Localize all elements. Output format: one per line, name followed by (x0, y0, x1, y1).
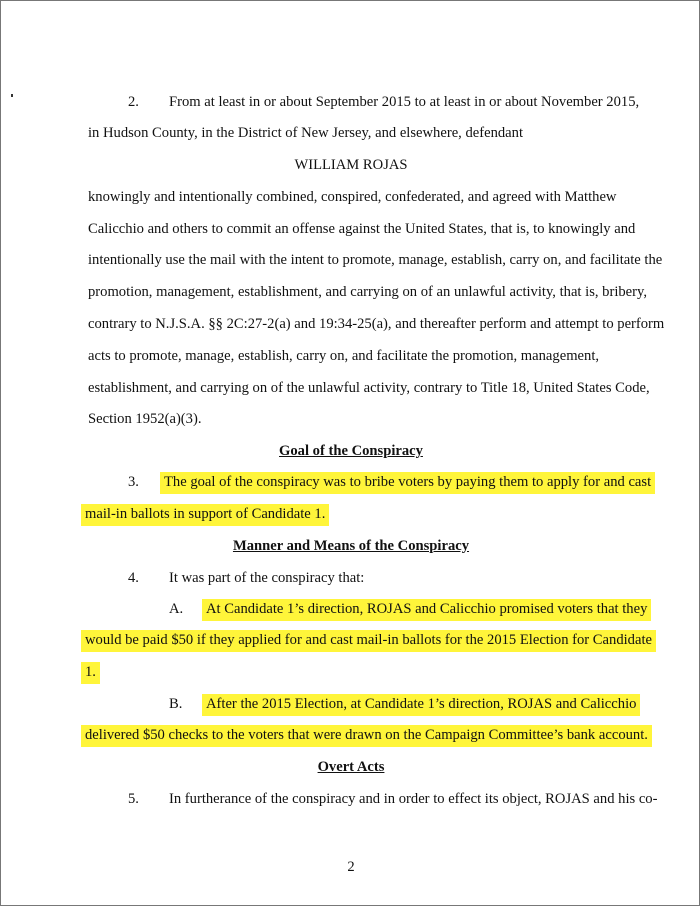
item-a-line-3-highlight: 1. (81, 662, 100, 684)
page-number: 2 (347, 859, 355, 875)
heading-manner-and-means: Manner and Means of the Conspiracy (232, 538, 470, 554)
paragraph-4-text: It was part of the conspiracy that: (169, 570, 365, 586)
paragraph-2-body-line: acts to promote, manage, establish, carry on, and facilitate the promotion, management, (88, 348, 600, 364)
item-b-line-1-highlight: After the 2015 Election, at Candidate 1’s direction, ROJAS and Calicchio (202, 694, 640, 716)
item-b-letter: B. (169, 696, 183, 712)
item-a-letter: A. (169, 601, 184, 617)
paragraph-3-line-2-highlight: mail-in ballots in support of Candidate 1. (81, 504, 329, 526)
item-a-line-2-highlight: would be paid $50 if they applied for and cast mail-in ballots for the 2015 Election for Candidate (81, 630, 656, 652)
heading-overt-acts: Overt Acts (317, 759, 385, 775)
paragraph-2-body-line: promotion, management, establishment, and carrying on of an unlawful activity, that is, bribery, (88, 284, 648, 300)
paragraph-2-line-1: From at least in or about September 2015 to at least in or about November 2015, (169, 94, 640, 110)
paragraph-2-body-line: knowingly and intentionally combined, conspired, confederated, and agreed with Matthew (88, 189, 617, 205)
paragraph-2-body-line: contrary to N.J.S.A. §§ 2C:27-2(a) and 19:34-25(a), and thereafter perform and attempt to perform (88, 316, 665, 332)
heading-goal-of-conspiracy: Goal of the Conspiracy (279, 443, 423, 459)
paragraph-4-number: 4. (128, 570, 139, 586)
scan-speck (11, 94, 13, 97)
paragraph-5-text: In furtherance of the conspiracy and in order to effect its object, ROJAS and his co- (169, 791, 658, 807)
paragraph-2-number: 2. (128, 94, 139, 110)
paragraph-2-body-line: Calicchio and others to commit an offense against the United States, that is, to knowingly and (88, 221, 636, 237)
paragraph-2-line-2: in Hudson County, in the District of New Jersey, and elsewhere, defendant (88, 125, 523, 141)
paragraph-5-number: 5. (128, 791, 139, 807)
paragraph-2-body-line: establishment, and carrying on of the unlawful activity, contrary to Title 18, United States Code, (88, 380, 650, 396)
paragraph-2-body-line: Section 1952(a)(3). (88, 411, 202, 427)
paragraph-3-line-1-highlight: The goal of the conspiracy was to bribe voters by paying them to apply for and cast (160, 472, 655, 494)
defendant-name: WILLIAM ROJAS (294, 157, 408, 173)
item-a-line-1-highlight: At Candidate 1’s direction, ROJAS and Calicchio promised voters that they (202, 599, 651, 621)
item-b-line-2-highlight: delivered $50 checks to the voters that were drawn on the Campaign Committee’s bank account. (81, 725, 652, 747)
paragraph-3-number: 3. (128, 474, 139, 490)
paragraph-2-body-line: intentionally use the mail with the intent to promote, manage, establish, carry on, and facilitate the (88, 252, 663, 268)
